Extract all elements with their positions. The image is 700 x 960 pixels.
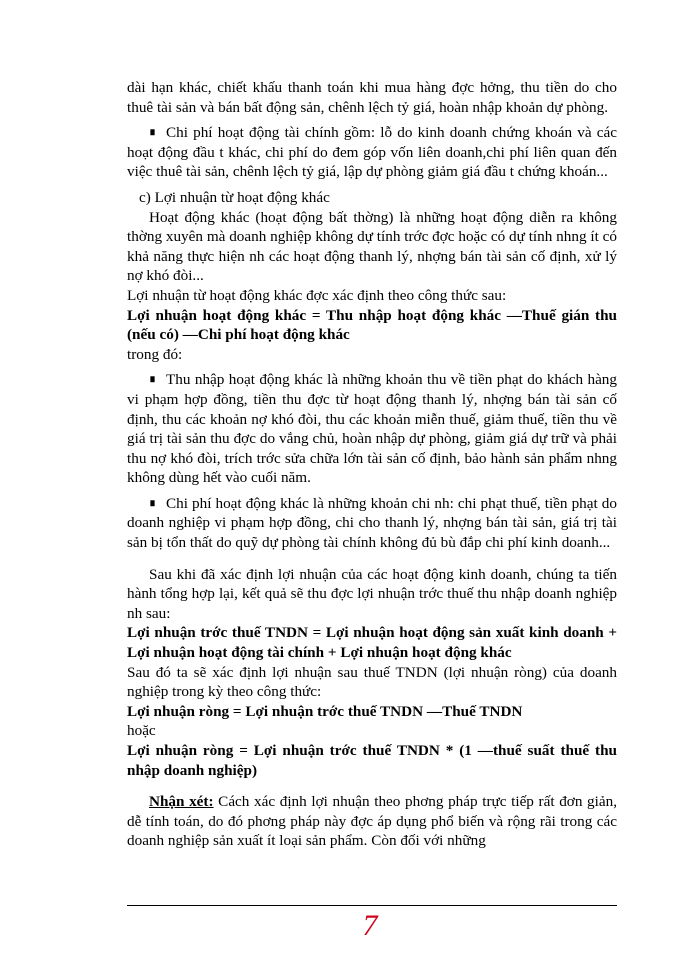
- paragraph-financial-expenses: [127, 123, 617, 182]
- bullet-icon: ∎: [149, 496, 156, 509]
- remark-label: Nhận xét:: [149, 793, 214, 811]
- paragraph-other-income-text: Thu nhập hoạt động khác là những khoản thu về tiền phạt do khách hàng vi phạm hợp đồng, tiền thu đợc từ hoạt động thanh lý, nhợng bán tài sản cố định, thu các khoản nợ khó đòi, thu các khoản miễn thuế, giảm thuế, tiền thu về giá trị tài sản thu đợc do vắng chủ, hoàn nhập dự phòng, giảm giá dự trữ và phải thu nợ khó đòi, trích trớc sửa chữa lớn tài sản cố định, bảo hành sản phẩm nhng không dùng hết vào cuối năm.: [127, 371, 617, 487]
- formula-pretax-profit: Lợi nhuận trớc thuế TNDN = Lợi nhuận hoạt động sản xuất kinh doanh + Lợi nhuận hoạt động tài chính + Lợi nhuận hoạt động khác: [127, 624, 617, 662]
- page-number: 7: [362, 909, 378, 942]
- paragraph-other-income: [127, 370, 617, 488]
- paragraph-net-profit-intro: Sau đó ta sẽ xác định lợi nhuận sau thuế TNDN (lợi nhuận ròng) của doanh nghiệp trong kỳ theo công thức:: [127, 663, 617, 701]
- paragraph-summary: Sau khi đã xác định lợi nhuận của các hoạt động kinh doanh, chúng ta tiến hành tổng hợp lại, kết quả sẽ thu đợc lợi nhuận trớc thuế thu nhập doanh nghiệp nh sau:: [127, 565, 617, 622]
- paragraph-income-continuation: dài hạn khác, chiết khấu thanh toán khi mua hàng đợc hởng, thu tiền do cho thuê tài sản và bán bất động sản, chênh lệch tỷ giá, hoàn nhập khoản dự phòng.: [127, 79, 617, 116]
- paragraph-other-activities: Hoạt động khác (hoạt động bất thờng) là những hoạt động diễn ra không thờng xuyên mà doanh nghiệp không dự tính trớc đợc hoặc có dự tính nhng ít có khả năng thực hiện nh các hoạt động thanh lý, nhợng bán tài sản cố định, xử lý nợ khó đòi...: [127, 208, 617, 285]
- paragraph-or: hoặc: [127, 722, 156, 740]
- remark-text: Cách xác định lợi nhuận theo phơng pháp trực tiếp rất đơn giản, dễ tính toán, do đó phơng pháp này đợc áp dụng phổ biến và rộng rãi trong các doanh nghiệp sản xuất ít loại sản phẩm. Còn đối với những: [127, 793, 617, 850]
- paragraph-where: trong đó:: [127, 345, 183, 363]
- paragraph-financial-expenses-text: Chi phí hoạt động tài chính gồm: lỗ do kinh doanh chứng khoán và các hoạt động đầu t khác, chi phí do đem góp vốn liên doanh,chi phí liên quan đến việc thuê tài sản, chênh lệch tỷ giá, lập dự phòng giảm giá đầu t chứng khoán...: [127, 124, 617, 181]
- footer-divider: [127, 905, 617, 906]
- formula-net-profit-rate: Lợi nhuận ròng = Lợi nhuận trớc thuế TNDN * (1 —thuế suất thuế thu nhập doanh nghiệp): [127, 742, 617, 779]
- bullet-icon: ∎: [149, 126, 156, 139]
- formula-other-profit: Lợi nhuận hoạt động khác = Thu nhập hoạt động khác —Thuế gián thu (nếu có) —Chi phí hoạt động khác: [127, 306, 617, 344]
- paragraph-other-expenses-text: Chi phí hoạt động khác là những khoản chi nh: chi phạt thuế, tiền phạt do doanh nghiệp vi phạm hợp đồng, chi cho thanh lý, nhợng bán tài sản, giá trị tài sản bị tổn thất do quỹ dự phòng tài chính không đủ bù đắp chi phí kinh doanh...: [127, 494, 617, 552]
- body-text: [127, 78, 617, 851]
- section-heading-other-profit: c) Lợi nhuận từ hoạt động khác: [139, 188, 330, 206]
- paragraph-formula-intro: Lợi nhuận từ hoạt động khác đợc xác định theo công thức sau:: [127, 286, 507, 304]
- formula-net-profit: Lợi nhuận ròng = Lợi nhuận trớc thuế TNDN —Thuế TNDN: [127, 702, 523, 720]
- paragraph-remark: [127, 792, 617, 851]
- bullet-icon: ∎: [149, 373, 156, 386]
- paragraph-other-expenses: [127, 494, 617, 553]
